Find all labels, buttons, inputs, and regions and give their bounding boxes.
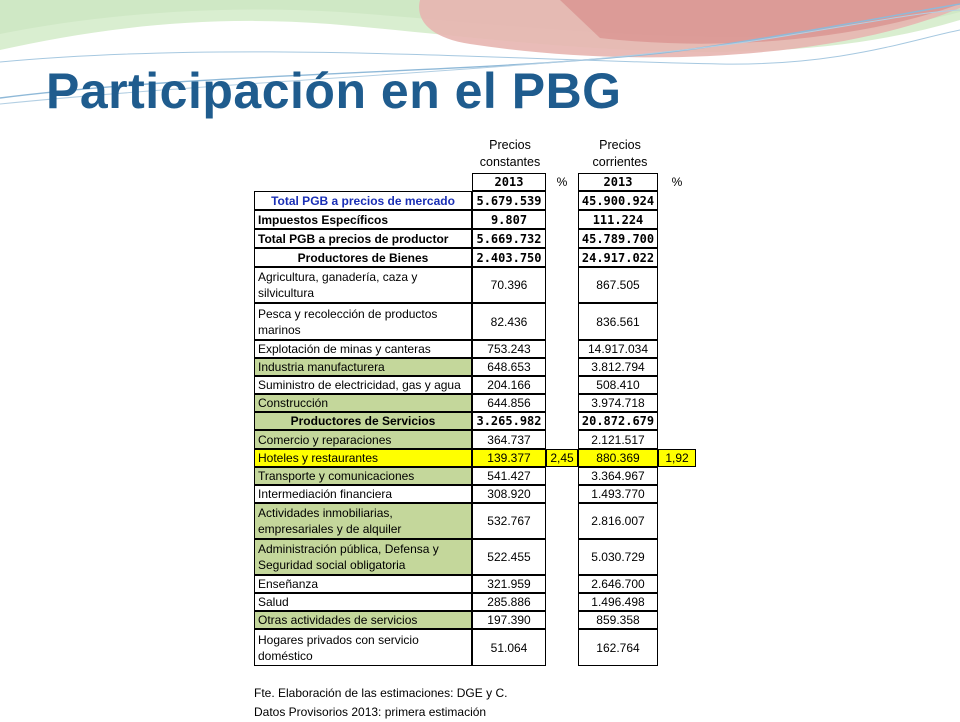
row-pct-current bbox=[658, 593, 696, 611]
row-label: Productores de Bienes bbox=[254, 248, 472, 267]
row-value-constant: 2.403.750 bbox=[472, 248, 546, 267]
row-pct-current bbox=[658, 503, 696, 539]
row-label: Actividades inmobiliarias, empresariales y de alquiler bbox=[254, 503, 472, 539]
row-value-constant: 648.653 bbox=[472, 358, 546, 376]
row-pct-constant bbox=[546, 303, 578, 340]
row-pct-current bbox=[658, 191, 696, 210]
header-precios-constantes: Precios constantes bbox=[479, 138, 541, 169]
row-pct-current bbox=[658, 358, 696, 376]
pct-constant-header: % bbox=[556, 175, 568, 189]
table-row bbox=[254, 430, 696, 449]
row-value-current: 14.917.034 bbox=[578, 340, 658, 358]
table-row bbox=[254, 485, 696, 503]
row-value-current: 162.764 bbox=[578, 629, 658, 666]
row-value-constant: 364.737 bbox=[472, 430, 546, 449]
table-row bbox=[254, 575, 696, 593]
row-label: Construcción bbox=[254, 394, 472, 412]
row-value-current: 1.493.770 bbox=[578, 485, 658, 503]
table-row bbox=[254, 210, 696, 229]
source-line-2: Datos Provisorios 2013: primera estimación bbox=[254, 705, 487, 719]
row-pct-current bbox=[658, 376, 696, 394]
row-pct-current: 1,92 bbox=[658, 449, 696, 467]
year-constant: 2013 bbox=[472, 173, 546, 191]
table-row bbox=[254, 629, 696, 666]
row-value-current: 3.364.967 bbox=[578, 467, 658, 485]
row-label: Industria manufacturera bbox=[254, 358, 472, 376]
row-pct-constant bbox=[546, 191, 578, 210]
row-label: Hoteles y restaurantes bbox=[254, 449, 472, 467]
row-pct-constant bbox=[546, 248, 578, 267]
row-value-constant: 51.064 bbox=[472, 629, 546, 666]
row-pct-current bbox=[658, 303, 696, 340]
row-pct-constant: 2,45 bbox=[546, 449, 578, 467]
row-label: Productores de Servicios bbox=[254, 412, 472, 430]
page-title: Participación en el PBG bbox=[46, 63, 622, 119]
row-pct-constant bbox=[546, 376, 578, 394]
table-row bbox=[254, 611, 696, 629]
row-value-current: 880.369 bbox=[578, 449, 658, 467]
row-value-constant: 70.396 bbox=[472, 267, 546, 303]
row-pct-constant bbox=[546, 467, 578, 485]
row-pct-current bbox=[658, 611, 696, 629]
row-pct-constant bbox=[546, 611, 578, 629]
row-value-constant: 644.856 bbox=[472, 394, 546, 412]
row-value-current: 3.974.718 bbox=[578, 394, 658, 412]
row-label: Impuestos Específicos bbox=[254, 210, 472, 229]
table-row bbox=[254, 503, 696, 539]
row-label: Total PGB a precios de mercado bbox=[254, 191, 472, 210]
row-pct-current bbox=[658, 229, 696, 248]
row-pct-constant bbox=[546, 358, 578, 376]
row-value-constant: 285.886 bbox=[472, 593, 546, 611]
row-label: Otras actividades de servicios bbox=[254, 611, 472, 629]
table-row bbox=[254, 229, 696, 248]
row-pct-constant bbox=[546, 229, 578, 248]
row-label: Total PGB a precios de productor bbox=[254, 229, 472, 248]
row-value-current: 2.121.517 bbox=[578, 430, 658, 449]
row-pct-constant bbox=[546, 412, 578, 430]
table-row bbox=[254, 467, 696, 485]
row-value-constant: 3.265.982 bbox=[472, 412, 546, 430]
row-value-constant: 5.679.539 bbox=[472, 191, 546, 210]
row-value-current: 859.358 bbox=[578, 611, 658, 629]
table-row bbox=[254, 593, 696, 611]
row-value-current: 1.496.498 bbox=[578, 593, 658, 611]
row-pct-current bbox=[658, 412, 696, 430]
row-value-current: 111.224 bbox=[578, 210, 658, 229]
table-row bbox=[254, 358, 696, 376]
row-value-current: 45.789.700 bbox=[578, 229, 658, 248]
row-value-current: 24.917.022 bbox=[578, 248, 658, 267]
row-value-constant: 532.767 bbox=[472, 503, 546, 539]
row-label: Suministro de electricidad, gas y agua bbox=[254, 376, 472, 394]
table-row-highlighted bbox=[254, 449, 696, 467]
row-label: Administración pública, Defensa y Seguridad social obligatoria bbox=[254, 539, 472, 575]
row-value-current: 5.030.729 bbox=[578, 539, 658, 575]
row-value-constant: 522.455 bbox=[472, 539, 546, 575]
table-header-row bbox=[254, 173, 696, 191]
row-value-constant: 753.243 bbox=[472, 340, 546, 358]
row-value-current: 45.900.924 bbox=[578, 191, 658, 210]
row-value-current: 867.505 bbox=[578, 267, 658, 303]
table-row bbox=[254, 191, 696, 210]
row-value-current: 20.872.679 bbox=[578, 412, 658, 430]
row-value-constant: 308.920 bbox=[472, 485, 546, 503]
table-row bbox=[254, 376, 696, 394]
row-pct-current bbox=[658, 539, 696, 575]
row-pct-constant bbox=[546, 267, 578, 303]
row-label: Agricultura, ganadería, caza y silvicultura bbox=[254, 267, 472, 303]
row-value-current: 2.816.007 bbox=[578, 503, 658, 539]
row-label: Pesca y recolección de productos marinos bbox=[254, 303, 472, 340]
table-row bbox=[254, 394, 696, 412]
row-label: Comercio y reparaciones bbox=[254, 430, 472, 449]
row-value-current: 508.410 bbox=[578, 376, 658, 394]
row-pct-constant bbox=[546, 394, 578, 412]
row-label: Intermediación financiera bbox=[254, 485, 472, 503]
row-label: Enseñanza bbox=[254, 575, 472, 593]
row-value-constant: 197.390 bbox=[472, 611, 546, 629]
source-line-1: Fte. Elaboración de las estimaciones: DGE y C. bbox=[254, 686, 508, 700]
row-value-constant: 9.807 bbox=[472, 210, 546, 229]
row-pct-current bbox=[658, 629, 696, 666]
row-value-current: 2.646.700 bbox=[578, 575, 658, 593]
row-value-constant: 139.377 bbox=[472, 449, 546, 467]
row-value-constant: 204.166 bbox=[472, 376, 546, 394]
row-label: Hogares privados con servicio doméstico bbox=[254, 629, 472, 666]
row-value-constant: 541.427 bbox=[472, 467, 546, 485]
row-pct-constant bbox=[546, 539, 578, 575]
row-value-constant: 321.959 bbox=[472, 575, 546, 593]
row-pct-current bbox=[658, 394, 696, 412]
pbg-table bbox=[254, 173, 696, 666]
row-pct-current bbox=[658, 575, 696, 593]
row-label: Explotación de minas y canteras bbox=[254, 340, 472, 358]
table-row bbox=[254, 303, 696, 340]
row-pct-constant bbox=[546, 503, 578, 539]
table-row bbox=[254, 248, 696, 267]
table-row bbox=[254, 267, 696, 303]
row-pct-current bbox=[658, 267, 696, 303]
row-pct-current bbox=[658, 210, 696, 229]
header-precios-corrientes: Precios corrientes bbox=[592, 138, 648, 169]
row-pct-current bbox=[658, 340, 696, 358]
row-value-current: 836.561 bbox=[578, 303, 658, 340]
year-current: 2013 bbox=[578, 173, 658, 191]
row-value-current: 3.812.794 bbox=[578, 358, 658, 376]
table-row bbox=[254, 412, 696, 430]
row-label: Transporte y comunicaciones bbox=[254, 467, 472, 485]
row-pct-current bbox=[658, 248, 696, 267]
table-row bbox=[254, 539, 696, 575]
row-value-constant: 82.436 bbox=[472, 303, 546, 340]
row-pct-constant bbox=[546, 210, 578, 229]
source-note bbox=[254, 684, 507, 722]
pct-current-header: % bbox=[671, 175, 683, 189]
row-pct-constant bbox=[546, 629, 578, 666]
row-pct-current bbox=[658, 430, 696, 449]
row-value-constant: 5.669.732 bbox=[472, 229, 546, 248]
row-pct-constant bbox=[546, 340, 578, 358]
row-pct-constant bbox=[546, 593, 578, 611]
row-pct-current bbox=[658, 467, 696, 485]
row-pct-constant bbox=[546, 575, 578, 593]
row-label: Salud bbox=[254, 593, 472, 611]
row-pct-constant bbox=[546, 430, 578, 449]
row-pct-constant bbox=[546, 485, 578, 503]
table-row bbox=[254, 340, 696, 358]
row-pct-current bbox=[658, 485, 696, 503]
